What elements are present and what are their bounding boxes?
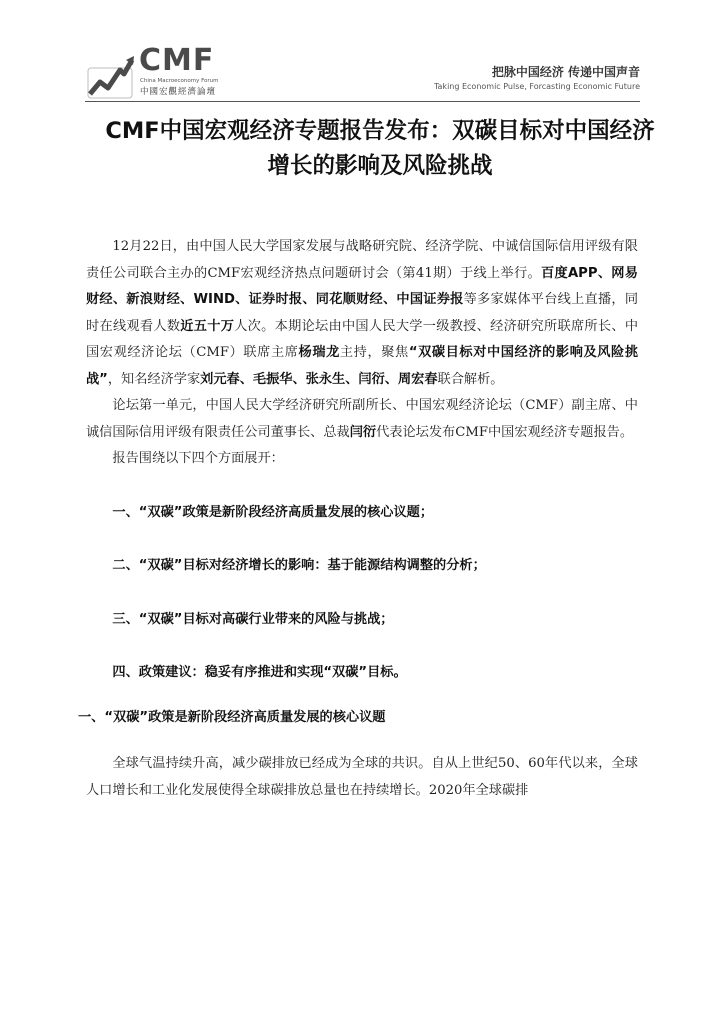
- paragraph-section-one: 全球气温持续升高，减少碳排放已经成为全球的共识。自从上世纪50、60年代以来，全球人口增长和工业化发展使得全球碳排放总量也在持续增长。2020年全球碳排: [86, 756, 638, 798]
- page-header: [0, 0, 724, 110]
- text: 12月22日，由中国人民大学国家发展与战略研究院、经济学院、中诚信国际信用评级有限责任公司联合主办的CMF宏观经济热点问题研讨会（第41期）于线上举行。: [86, 239, 638, 281]
- article-title: CMF中国宏观经济专题报告发布：双碳目标对中国经济增长的影响及风险挑战: [105, 118, 655, 179]
- text: 等多家媒体平台线上直播，同时在线观看人数: [86, 292, 639, 334]
- paragraph-intro: [86, 234, 638, 393]
- text: 代表论坛发布CMF中国宏观经济专题报告。: [376, 424, 634, 440]
- text: 人次。本期论坛由中国人民大学一级教授、经济研究所联席所长、中国宏观经济论坛（CMF）联席主席: [86, 318, 639, 360]
- text: ，知名经济学家: [107, 371, 201, 387]
- paragraph-unit-one: [86, 393, 638, 446]
- presenter-name: 闫衍: [349, 424, 377, 440]
- paragraph-report-outline: 报告围绕以下四个方面展开：: [112, 451, 284, 466]
- section-heading: 一、“双碳”政策是新阶段经济高质量发展的核心议题: [78, 709, 386, 725]
- slogan-english: Taking Economic Pulse, Forcasting Economic Future: [433, 82, 640, 91]
- cmf-logo-icon: [86, 54, 136, 100]
- text: 论坛第一单元，中国人民大学经济研究所副所长、中国宏观经济论坛（CMF）副主席、中诚信国际信用评级有限责任公司董事长、总裁: [86, 398, 638, 440]
- article-body: [78, 234, 639, 804]
- logo-english-name: China Macroeconomy Forum: [140, 78, 219, 84]
- forum-topic: “双碳目标对中国经济的影响及风险挑战”: [86, 345, 639, 387]
- text: 主持，聚焦: [339, 345, 409, 360]
- logo-chinese-name: 中國宏觀經濟論壇: [140, 87, 217, 97]
- economist-names: 刘元春、毛振华、张永生、闫衍、周宏春: [200, 371, 438, 387]
- outline-item: 四、政策建议：稳妥有序推进和实现“双碳”目标。: [112, 665, 407, 680]
- outline-item: 三、“双碳”目标对高碳行业带来的风险与挑战；: [112, 611, 394, 627]
- logo-text: CMF: [139, 43, 215, 78]
- header-divider: [85, 101, 640, 102]
- text: 联合解析。: [437, 371, 504, 387]
- host-name: 杨瑞龙: [298, 345, 340, 360]
- outline-item: 一、“双碳”政策是新阶段经济高质量发展的核心议题；: [112, 504, 434, 520]
- media-list: 百度APP、网易财经、新浪财经、WIND、证券时报、同花顺财经、中国证券报: [86, 265, 638, 307]
- slogan-chinese: 把脉中国经济 传递中国声音: [491, 65, 640, 79]
- outline-item: 二、“双碳”目标对经济增长的影响：基于能源结构调整的分析；: [112, 558, 486, 573]
- viewer-count: 近五十万: [180, 318, 235, 334]
